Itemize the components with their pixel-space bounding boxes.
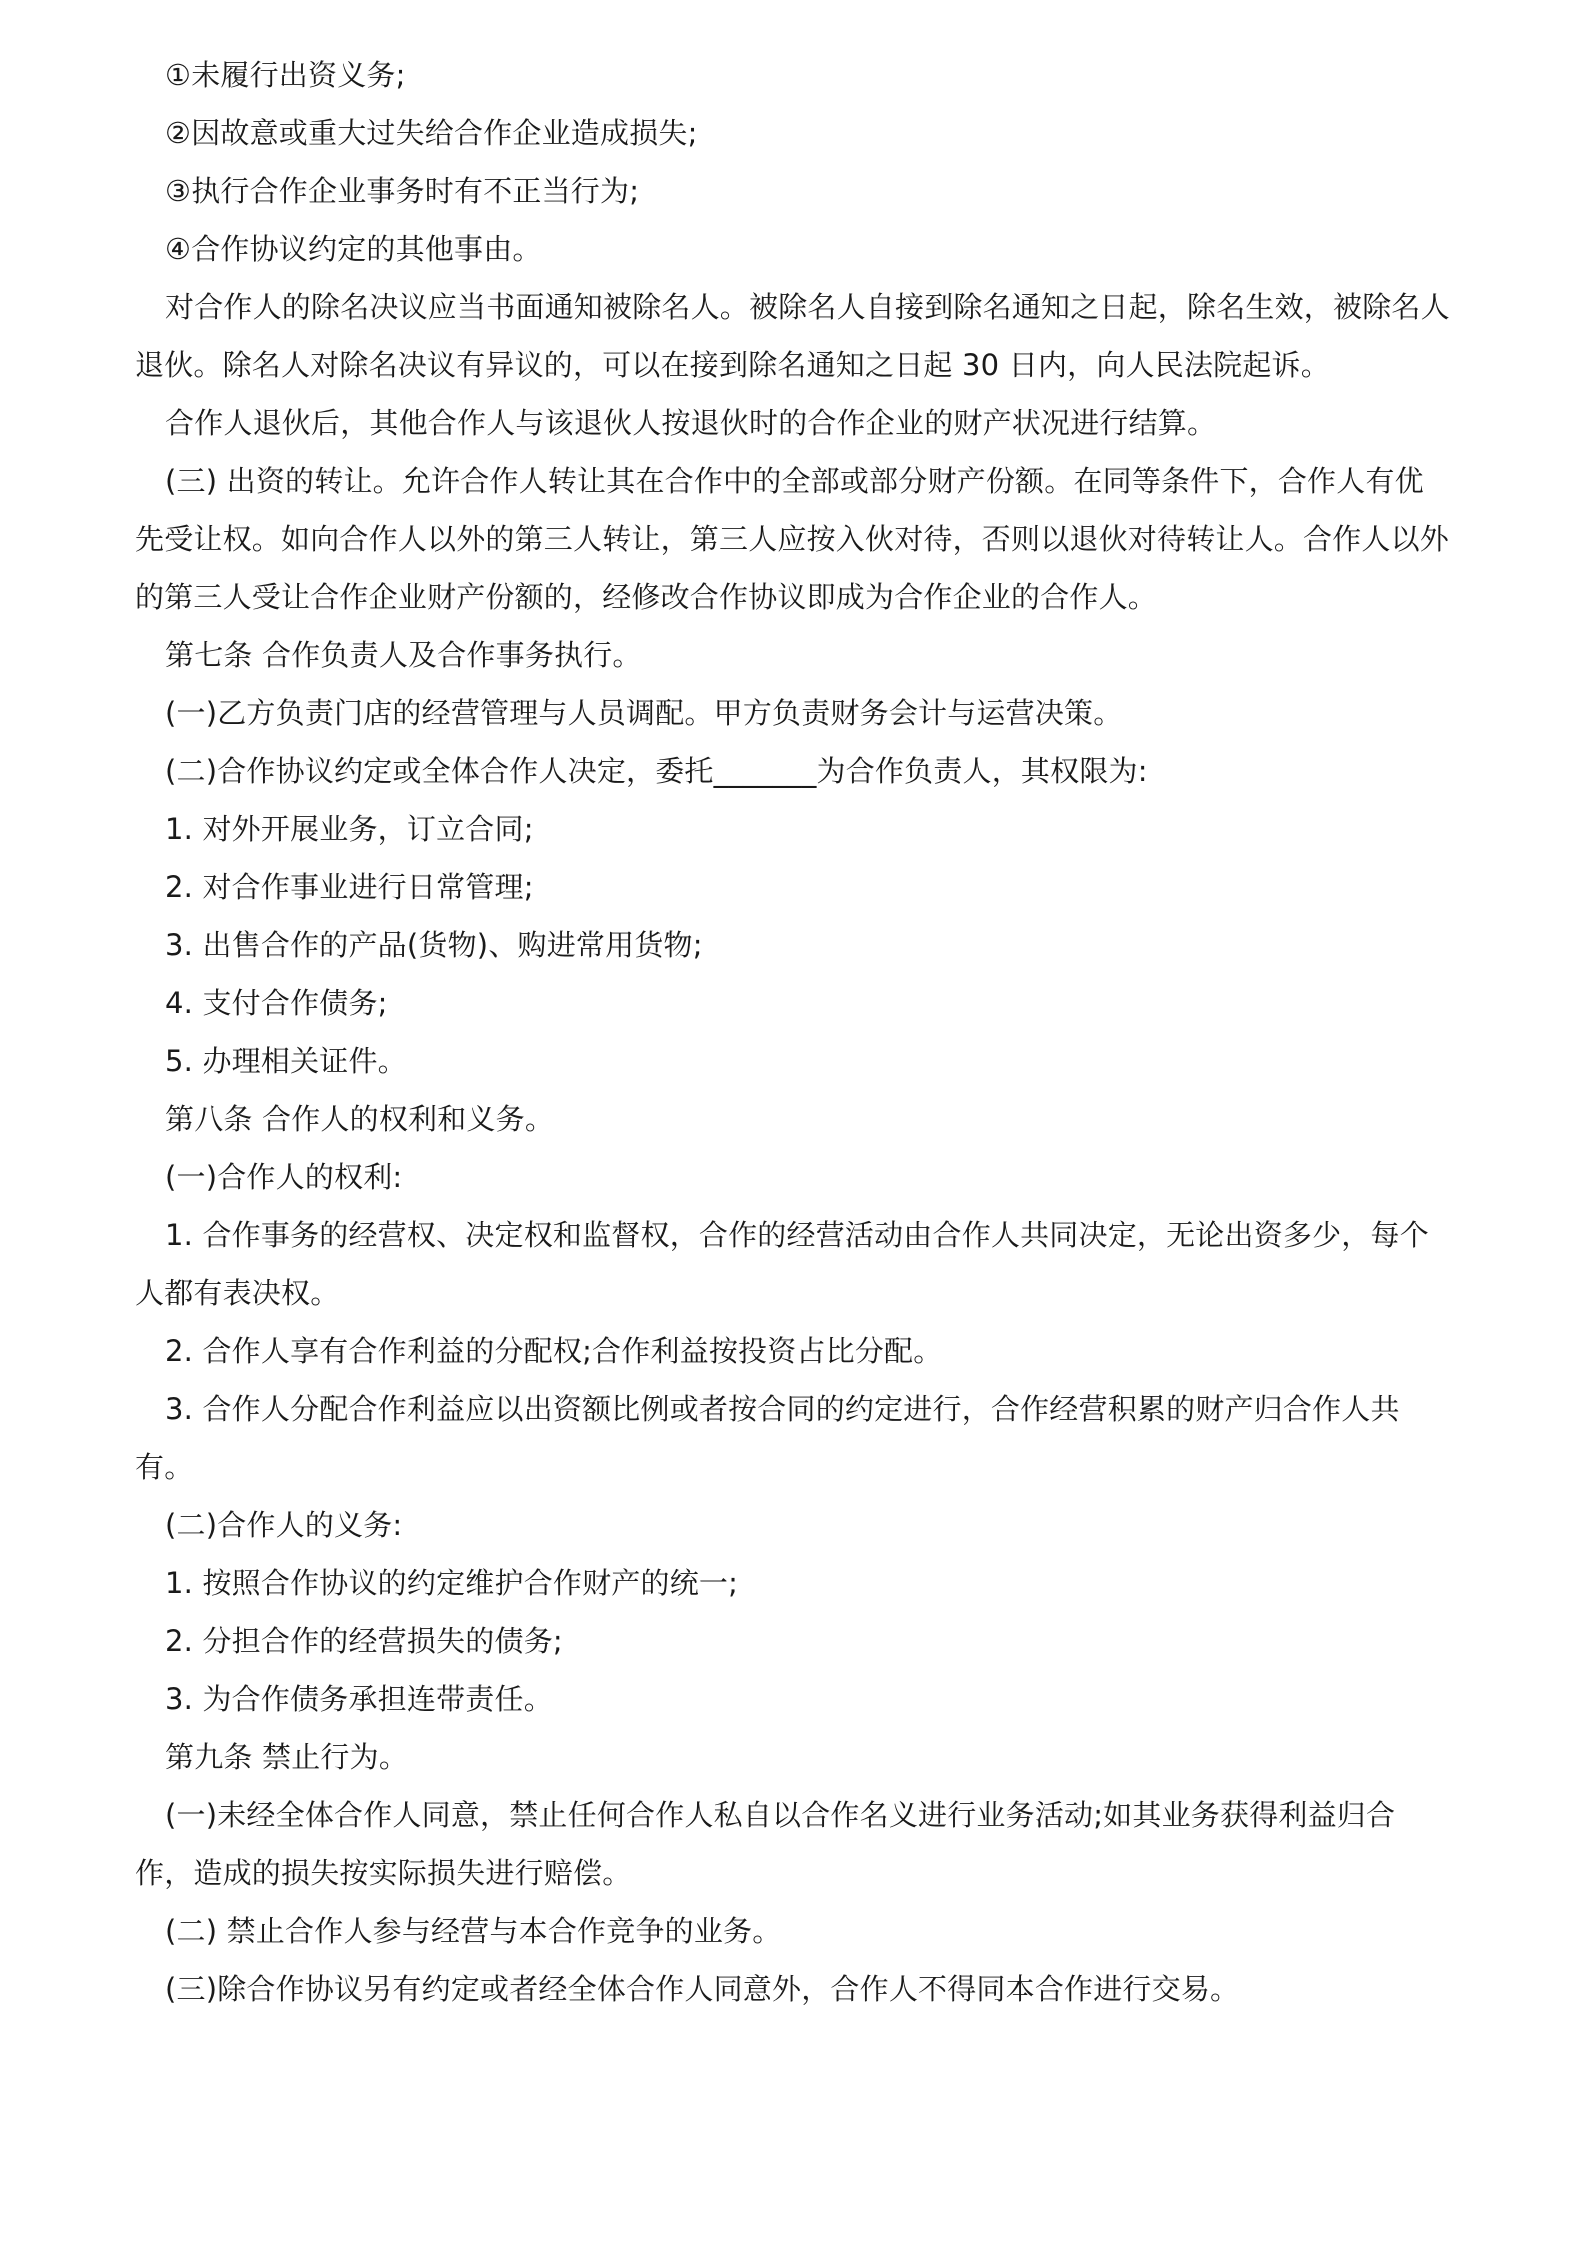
list-item-other-reasons: ④合作协议约定的其他事由。 — [165, 232, 542, 266]
authority-item-2: 2. 对合作事业进行日常管理; — [165, 870, 534, 904]
article-nine-heading: 第九条 禁止行为。 — [165, 1740, 409, 1774]
paragraph-settlement: 合作人退伙后，其他合作人与该退伙人按退伙时的合作企业的财产状况进行结算。 — [165, 406, 1217, 440]
authority-item-5: 5. 办理相关证件。 — [165, 1044, 407, 1078]
authority-item-4: 4. 支付合作债务; — [165, 986, 388, 1020]
rights-item-2: 2. 合作人享有合作利益的分配权;合作利益按投资占比分配。 — [165, 1334, 943, 1368]
prohibition-item-3: (三)除合作协议另有约定或者经全体合作人同意外，合作人不得同本合作进行交易。 — [165, 1972, 1240, 2006]
obligations-item-1: 1. 按照合作协议的约定维护合作财产的统一; — [165, 1566, 739, 1600]
paragraph-transfer-of-contribution: (三) 出资的转让。允许合作人转让其在合作中的全部或部分财产份额。在同等条件下，合作人有优先受让权。如向合作人以外的第三人转让，第三人应按入伙对待，否则以退伙对待转让人。合作人以外的第三人受让合作企业财产份额的，经修改合作协议即成为合作企业的合作人。 — [135, 464, 1450, 614]
obligations-item-3: 3. 为合作债务承担连带责任。 — [165, 1682, 553, 1716]
obligations-item-2: 2. 分担合作的经营损失的债务; — [165, 1624, 563, 1658]
obligations-subheading: (二)合作人的义务: — [165, 1508, 403, 1542]
rights-item-1: 1. 合作事务的经营权、决定权和监督权，合作的经营活动由合作人共同决定，无论出资多少，每个人都有表决权。 — [135, 1218, 1429, 1310]
article-seven-item-two: (二)合作协议约定或全体合作人决定，委托_______为合作负责人，其权限为: — [165, 754, 1148, 788]
article-eight-heading: 第八条 合作人的权利和义务。 — [165, 1102, 555, 1136]
article-seven-heading: 第七条 合作负责人及合作事务执行。 — [165, 638, 642, 672]
document-body — [135, 46, 1451, 2018]
rights-subheading: (一)合作人的权利: — [165, 1160, 403, 1194]
authority-item-3: 3. 出售合作的产品(货物)、购进常用货物; — [165, 928, 703, 962]
list-item-improper-conduct: ③执行合作企业事务时有不正当行为; — [165, 174, 640, 208]
prohibition-item-1: (一)未经全体合作人同意，禁止任何合作人私自以合作名义进行业务活动;如其业务获得利益归合作，造成的损失按实际损失进行赔偿。 — [135, 1798, 1396, 1890]
list-item-unfulfilled-contribution: ①未履行出资义务; — [165, 58, 406, 92]
list-item-intentional-loss: ②因故意或重大过失给合作企业造成损失; — [165, 116, 698, 150]
article-seven-item-one: (一)乙方负责门店的经营管理与人员调配。甲方负责财务会计与运营决策。 — [165, 696, 1123, 730]
paragraph-expulsion-notice: 对合作人的除名决议应当书面通知被除名人。被除名人自接到除名通知之日起，除名生效，被除名人退伙。除名人对除名决议有异议的，可以在接到除名通知之日起 30 日内，向人民法院起诉。 — [135, 290, 1450, 382]
authority-item-1: 1. 对外开展业务，订立合同; — [165, 812, 534, 846]
rights-item-3: 3. 合作人分配合作利益应以出资额比例或者按合同的约定进行，合作经营积累的财产归合作人共有。 — [135, 1392, 1400, 1484]
prohibition-item-2: (二) 禁止合作人参与经营与本合作竞争的业务。 — [165, 1914, 782, 1948]
